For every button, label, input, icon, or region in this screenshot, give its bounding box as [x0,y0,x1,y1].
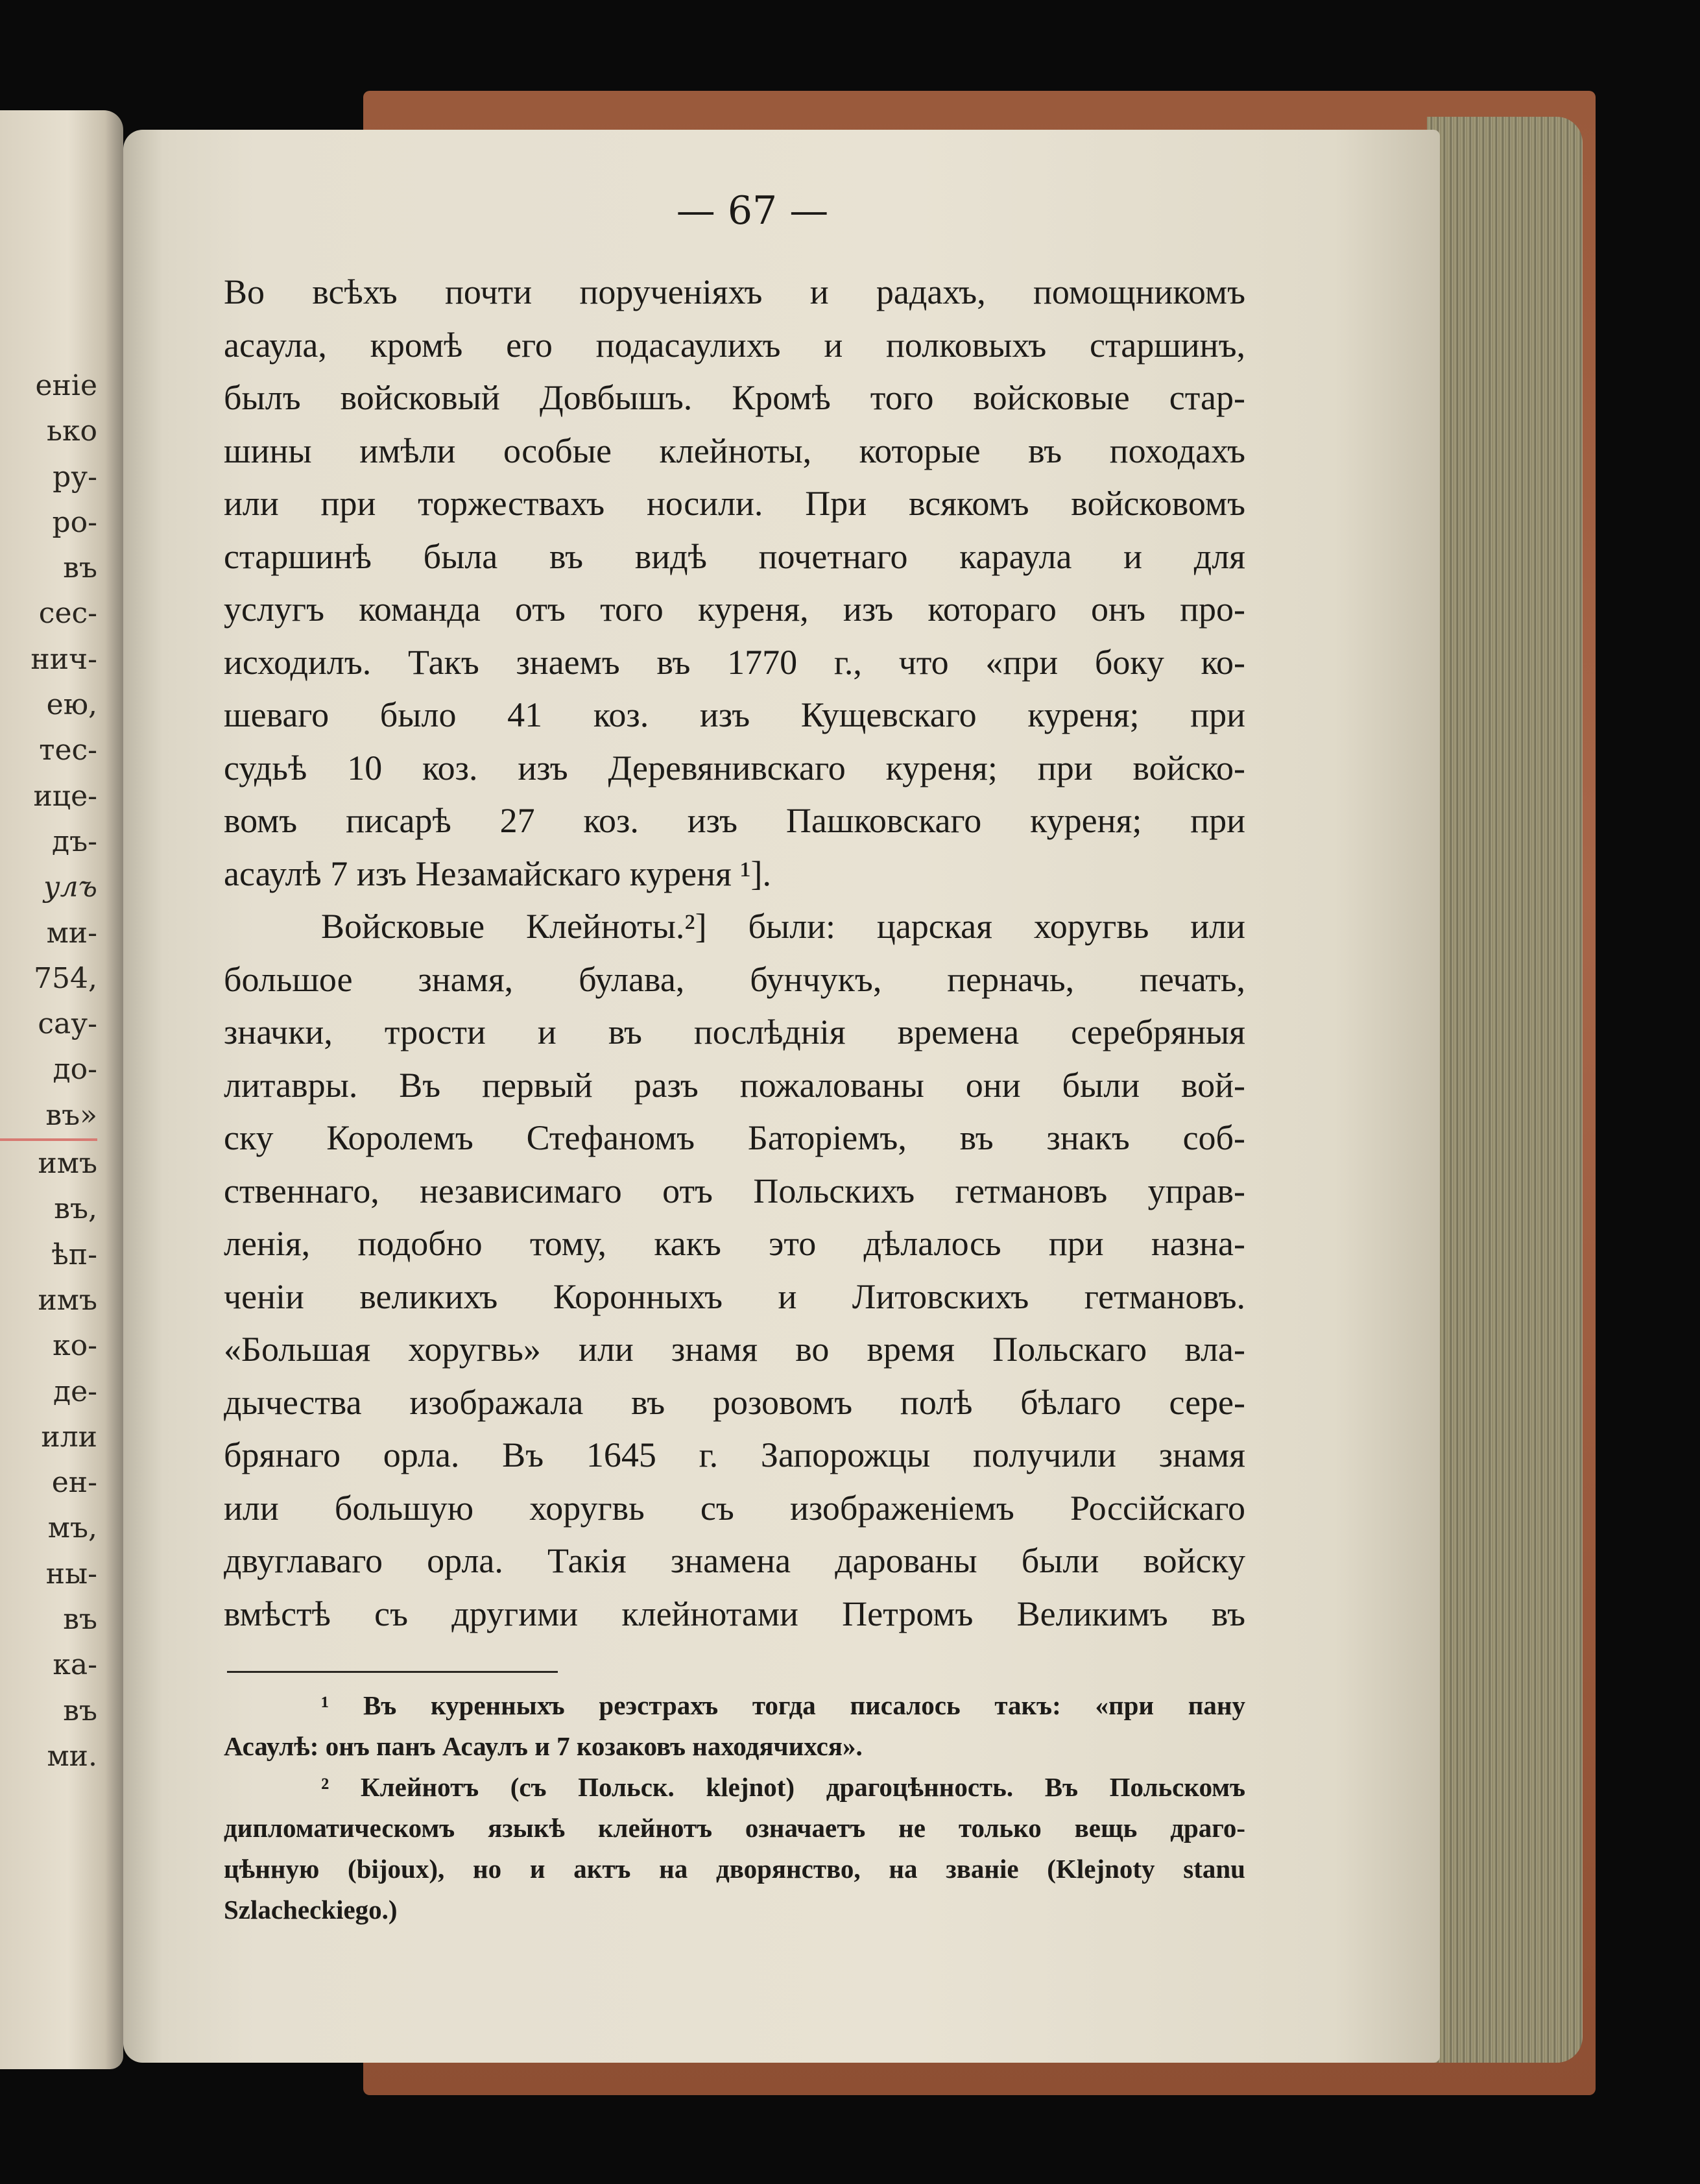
text-line: «Большая хоругвь» или знамя во время Польскаго вла- [224,1330,1245,1369]
text-line: ленія, подобно тому, какъ это дѣлалось при назна- [224,1224,1245,1263]
left-line: ны- [45,1557,97,1590]
left-line: 754, [34,961,97,995]
left-line: въ [63,1603,97,1637]
left-line: въ, [54,1192,97,1226]
text-line: Во всѣхъ почти порученіяхъ и радахъ, помощникомъ [224,272,1245,311]
footnotes [224,1685,1245,1930]
left-page-text-fragment [0,363,97,1779]
left-line: ице- [33,779,97,813]
left-line: нич- [30,642,97,676]
footnote-line: Асаулѣ: онъ панъ Асаулъ и 7 козаковъ находячихся». [224,1731,863,1761]
left-line: ею, [46,688,97,722]
page-number: — 67 — [676,188,829,234]
text-line: вмѣстѣ съ другими клейнотами Петромъ Великимъ въ [224,1594,1245,1633]
left-line: де- [53,1374,97,1408]
text-line: ску Королемъ Стефаномъ Баторіемъ, въ знакъ соб- [224,1118,1245,1157]
left-page [0,110,123,2069]
footnote-line: ² Клейнотъ (съ Польск. klejnot) драгоцѣнность. Въ Польскомъ [321,1772,1245,1802]
page-edges [1427,117,1583,2063]
text-line: асаула, кромѣ его подасаулихъ и полковыхъ старшинъ, [224,325,1245,365]
left-line: до- [53,1053,97,1086]
left-line: ко- [53,1329,97,1363]
text-line: услугъ команда отъ того куреня, изъ котораго онъ про- [224,590,1245,629]
left-line: еніе [35,369,97,402]
text-line: асаулѣ 7 изъ Незамайскаго куреня ¹]. [224,854,772,893]
left-line: ми- [46,916,97,950]
text-line: шины имѣли особые клейноты, которые въ походахъ [224,431,1245,470]
text-line: брянаго орла. Въ 1645 г. Запорожцы получили знамя [224,1435,1245,1474]
footnote-line: цѣнную (bijoux), но и актъ на дворянство, на званіе (Klejnoty stanu [224,1854,1245,1884]
body-text [224,266,1245,1640]
text-line: дычества изображала въ розовомъ полѣ бѣлаго сере- [224,1382,1245,1422]
left-line: въ [63,551,97,585]
text-line: двуглаваго орла. Такія знамена дарованы были войску [224,1541,1245,1580]
text-line: исходилъ. Такъ знаемъ въ 1770 г., что «при боку ко- [224,642,1245,682]
left-line: ка- [53,1648,97,1682]
text-line: Войсковые Клейноты.²] были: царская хоругвь или [321,907,1245,946]
left-line: имъ [38,1283,97,1317]
left-line: ру- [53,460,97,494]
left-line: сау- [38,1007,97,1041]
left-line: сес- [38,597,97,630]
text-line: литавры. Въ первый разъ пожалованы они были вой- [224,1065,1245,1105]
left-line: дъ- [52,824,97,858]
left-line: въ» [0,1093,97,1141]
text-line: судьѣ 10 коз. изъ Деревянивскаго куреня; при войско- [224,748,1245,787]
text-line: или большую хоругвь съ изображеніемъ Россійскаго [224,1488,1245,1528]
footnote-line: дипломатическомъ языкѣ клейнотъ означаетъ не только вещь драго- [224,1813,1245,1843]
text-line: былъ войсковый Довбышъ. Кромѣ того войсковые стар- [224,378,1245,417]
text-line: большое знамя, булава, бунчукъ, перначь, печать, [224,959,1245,999]
text-line: ственнаго, независимаго отъ Польскихъ гетмановъ управ- [224,1171,1245,1210]
left-line: ен- [51,1466,97,1500]
left-line: ро- [52,505,97,539]
left-line: тес- [39,734,97,767]
text-line: или при торжествахъ носили. При всякомъ войсковомъ [224,484,1245,523]
left-line: ѣп- [51,1238,97,1271]
footnote-rule [227,1671,558,1673]
text-line: старшинѣ была въ видѣ почетнаго караула и для [224,536,1245,576]
left-line: или [41,1420,97,1454]
text-line: вомъ писарѣ 27 коз. изъ Пашковскаго куреня; при [224,801,1245,840]
left-line: въ [63,1694,97,1727]
left-line: улъ [43,870,97,904]
left-line: ько [47,414,97,448]
left-line: ми. [47,1739,97,1773]
footnote-line: ¹ Въ куренныхъ реэстрахъ тогда писалось такъ: «при пану [321,1690,1245,1720]
text-line: ченіи великихъ Коронныхъ и Литовскихъ гетмановъ. [224,1277,1245,1316]
left-line: мъ, [47,1511,97,1545]
left-line: имъ [38,1147,97,1181]
footnote-line: Szlacheckiego.) [224,1895,398,1925]
text-line: шеваго было 41 коз. изъ Кущевскаго куреня; при [224,695,1245,734]
text-line: значки, трости и въ послѣднія времена серебряныя [224,1013,1245,1051]
